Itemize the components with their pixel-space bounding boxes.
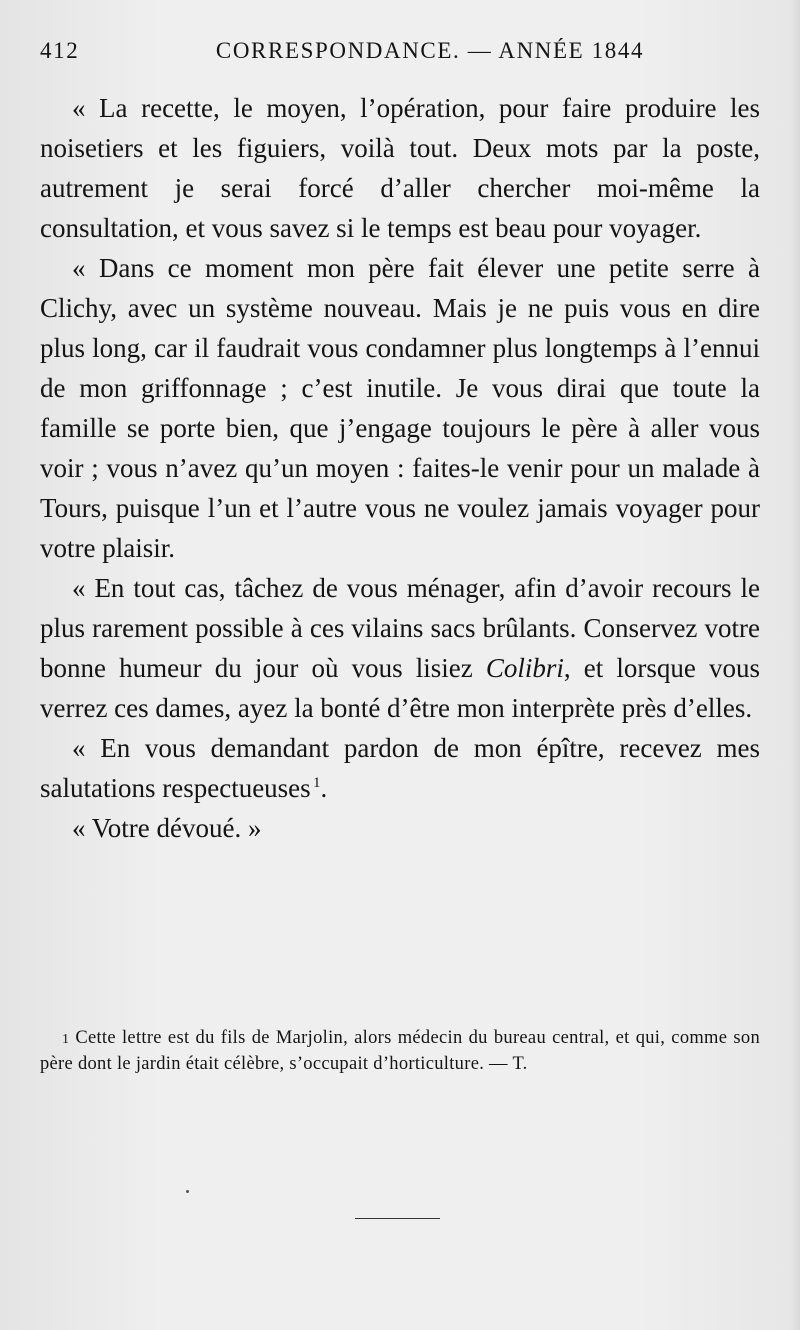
salutations-text: « En vous demandant pardon de mon épître, recevez mes salutations respectueuses (40, 733, 760, 803)
footnote-text: Cette lettre est du fils de Marjolin, alors médecin du bureau central, et qui, comme son père dont le jardin était célèbre, s’occupait d’horticulture. — T. (40, 1028, 760, 1074)
paragraph-recette: « La recette, le moyen, l’opération, pour faire produire les noisetiers et les figuiers, voilà tout. Deux mots par la poste, autrement je serai forcé d’aller chercher moi-même la consultation, et vous savez si le temps est beau pour voyager. (40, 93, 760, 243)
stray-dot (186, 1190, 189, 1193)
footnote (40, 1026, 760, 1077)
paragraph-salutations (40, 728, 760, 808)
paragraph-serre: « Dans ce moment mon père fait élever une petite serre à Clichy, avec un système nouveau. Mais je ne puis vous en dire plus long, car il faudrait vous condamner plus longtemps à l’ennui de mon griffonnage ; c’est inutile. Je vous dirai que toute la famille se porte bien, que j’engage toujours le père à aller vous voir ; vous n’avez qu’un moyen : faites-le venir pour un malade à Tours, puisque l’un et l’autre vous ne voulez jamais voyager pour votre plaisir. (40, 253, 760, 563)
paragraph-menager (40, 568, 760, 728)
footnote-reference: 1 (312, 775, 321, 791)
letter-body (40, 88, 760, 848)
salutations-end: . (320, 773, 328, 803)
colibri-title: Colibri (485, 653, 564, 683)
page-number: 412 (40, 38, 80, 63)
paragraph-menager-end: , et lorsque vous verrez ces dames, ayez la bonté d’être mon interprète près d’elles. (40, 653, 760, 723)
section-rule (355, 1218, 440, 1219)
running-head: CORRESPONDANCE. — ANNÉE 1844 (215, 38, 645, 63)
footnote-mark: 1 (62, 1032, 70, 1047)
paragraph-menager-start: « En tout cas, tâchez de vous ménager, afin d’avoir recours le plus rarement possible à ces vilains sacs brûlants. Conservez votre bonne humeur du jour où vous lisiez (40, 573, 760, 683)
footnote-paragraph (40, 1026, 760, 1077)
page-header (40, 38, 760, 68)
paragraph-signature: « Votre dévoué. » (72, 813, 262, 843)
